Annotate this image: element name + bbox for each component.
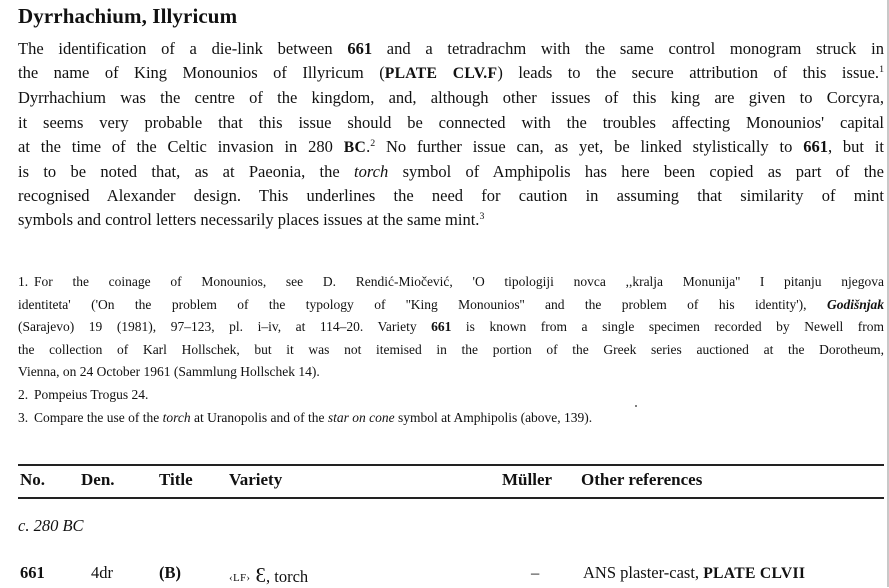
section-heading: Dyrrhachium, Illyricum [18, 4, 238, 28]
other-text: ANS plaster-cast, [583, 563, 704, 582]
row-other-references [583, 563, 805, 583]
paragraph-line [18, 37, 884, 61]
text-run: (Sarajevo) 19 (1981), 97–123, pl. i–iv, at 114–20. Variety [18, 319, 432, 335]
footnote-line [18, 294, 884, 317]
header-title: Title [159, 470, 193, 489]
text-run: at Uranopolis and of the [190, 409, 328, 425]
paragraph-line [18, 184, 884, 208]
footnote [18, 384, 884, 407]
table-top-rule [18, 464, 884, 466]
footnote-ref: 1 [879, 64, 884, 76]
paragraph-line [18, 160, 884, 184]
small-caps-run: PLATE CLV.F [384, 65, 498, 83]
footnotes [18, 271, 884, 429]
footnote-line [18, 271, 884, 294]
italic-run: torch [162, 409, 191, 425]
date-row [18, 516, 84, 536]
date-prefix: c. [18, 516, 30, 535]
bold-run: 661 [347, 39, 373, 58]
footnote-ref: 3 [479, 211, 485, 223]
paragraph-line [18, 86, 884, 110]
text-run: symbols and control letters necessarily places issues at the same mint. [18, 210, 480, 230]
other-plate: PLATE CLVII [703, 565, 806, 582]
footnote-line [18, 339, 884, 362]
row-no: 661 [20, 563, 45, 582]
footnote-line [18, 361, 884, 384]
text-run: identiteta' ('On the problem of the typology of ''King Monounios'' and the problem of his identity'), [18, 296, 827, 312]
italic-run: star on cone [327, 409, 395, 425]
monogram-glyph: Ɛ [255, 563, 267, 587]
footnote-ref: 2 [370, 137, 376, 149]
text-run: Compare the use of the [34, 409, 163, 425]
text-run: the collection of Karl Hollschek, but it was not itemised in the portion of the Greek series auctioned at the Dorotheum, [18, 341, 884, 357]
variety-mark: ‹LF› [229, 572, 251, 584]
footnote [18, 271, 884, 384]
header-no: No. [20, 470, 46, 489]
text-run: is known from a single specimen recorded by Newell from [451, 319, 884, 335]
text-run: it seems very probable that this issue should be connected with the troubles affecting Monounios' capital [18, 112, 884, 132]
footnote-number: 3. [18, 409, 29, 425]
text-run: . [366, 136, 371, 156]
bold-run: 661 [431, 319, 452, 335]
text-run: Dyrrhachium was the centre of the kingdom, and, although other issues of this king are given to Corcyra, [18, 88, 884, 108]
row-den: 4dr [91, 563, 113, 582]
header-other-references: Other references [581, 470, 703, 489]
text-run: and a tetradrachm with the same control monogram struck in [372, 39, 884, 58]
text-run: symbol at Amphipolis (above, 139). [394, 409, 593, 425]
footnote [18, 407, 884, 430]
paragraph-line [18, 208, 884, 232]
small-caps-run: BC [343, 138, 367, 156]
row-title: (B) [159, 563, 181, 582]
footnote-line [18, 316, 884, 339]
date-era: BC [62, 516, 84, 535]
bold-run: 661 [803, 136, 828, 156]
text-run: the name of King Monounios of Illyricum ( [18, 63, 385, 83]
text-run: No further issue can, as yet, be linked stylistically to [375, 136, 804, 156]
text-run: is to be noted that, as at Paeonia, the [18, 162, 355, 182]
text-run: Vienna, on 24 October 1961 (Sammlung Hollschek 14). [18, 364, 320, 380]
bold-italic-run: Godišnjak [826, 296, 884, 312]
paragraph-line [18, 111, 884, 135]
paragraph-line [18, 61, 884, 86]
text-run: recognised Alexander design. This underlines the need for caution in assuming that similarity of mint [18, 186, 884, 206]
table-header-rule [18, 497, 884, 499]
main-paragraph [18, 37, 884, 233]
text-run: at the time of the Celtic invasion in 280 [18, 136, 344, 156]
italic-run: torch [354, 162, 389, 182]
text-run: symbol of Amphipolis has here been copied as part of the [388, 162, 884, 182]
date-value: 280 [33, 516, 59, 535]
header-muller: Müller [502, 470, 553, 489]
footnote-line [18, 384, 884, 407]
text-run: ) leads to the secure attribution of this issue. [497, 63, 880, 83]
row-variety [229, 563, 308, 588]
header-den: Den. [81, 470, 115, 489]
text-run: For the coinage of Monounios, see D. Rendić-Miočević, 'O tipologiji novca ,,kralja Monunija'' I pitanju njegova [34, 274, 884, 289]
footnote-line [18, 407, 884, 430]
text-run: Pompeius Trogus 24. [34, 386, 149, 402]
variety-text: , torch [266, 567, 309, 586]
stray-dot [635, 405, 637, 407]
text-run: The identification of a die-link between [18, 39, 348, 58]
row-muller: – [531, 563, 540, 582]
footnote-number: 1. [18, 274, 29, 289]
text-run: , but it [827, 136, 884, 156]
footnote-number: 2. [18, 386, 29, 402]
paragraph-line [18, 135, 884, 160]
header-variety: Variety [229, 470, 283, 489]
